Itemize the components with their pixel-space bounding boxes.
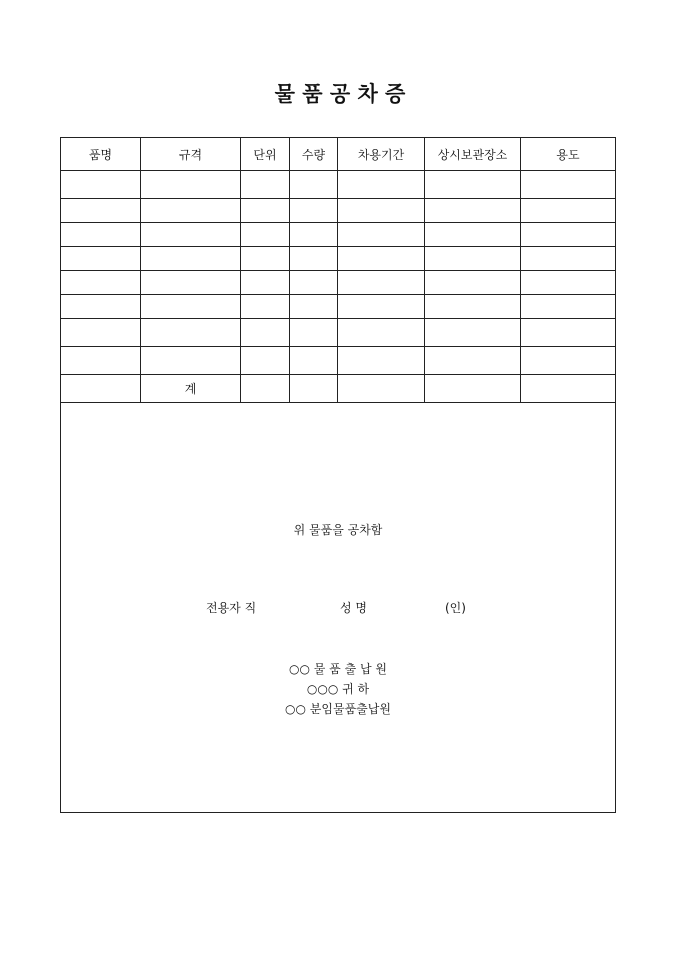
table-cell[interactable]	[521, 347, 616, 375]
loan-statement: 위 물품을 공차함	[293, 523, 383, 537]
table-row	[61, 319, 616, 347]
table-cell[interactable]	[141, 247, 241, 271]
table-cell[interactable]	[290, 319, 338, 347]
user-position-label: 전용자 직	[206, 601, 257, 615]
table-cell[interactable]	[241, 223, 290, 247]
table-cell[interactable]	[425, 247, 521, 271]
table-cell[interactable]	[425, 271, 521, 295]
table-cell[interactable]	[290, 295, 338, 319]
table-cell[interactable]	[61, 199, 141, 223]
seal-label: (인)	[445, 601, 466, 615]
table-cell[interactable]	[141, 171, 241, 199]
addressee-line: ○○○ 귀 하	[306, 682, 370, 696]
table-cell[interactable]	[521, 319, 616, 347]
header-purpose: 용도	[521, 138, 616, 171]
table-cell[interactable]	[141, 295, 241, 319]
table-cell[interactable]	[290, 271, 338, 295]
table-cell[interactable]	[290, 223, 338, 247]
table-cell[interactable]	[338, 199, 425, 223]
table-cell[interactable]	[521, 295, 616, 319]
table-cell[interactable]	[521, 247, 616, 271]
table-cell[interactable]	[61, 347, 141, 375]
table-cell[interactable]	[141, 347, 241, 375]
header-item-name: 품명	[61, 138, 141, 171]
table-cell[interactable]	[241, 347, 290, 375]
document-title: 물 품 공 차 증	[274, 81, 406, 106]
total-label: 계	[141, 375, 241, 403]
table-cell[interactable]	[338, 319, 425, 347]
table-cell[interactable]	[425, 171, 521, 199]
table-cell[interactable]	[338, 247, 425, 271]
header-quantity: 수량	[290, 138, 338, 171]
table-cell[interactable]	[141, 271, 241, 295]
table-cell[interactable]	[61, 295, 141, 319]
table-cell[interactable]	[425, 375, 521, 403]
table-cell[interactable]	[425, 319, 521, 347]
table-cell[interactable]	[61, 271, 141, 295]
header-unit: 단위	[241, 138, 290, 171]
table-cell[interactable]	[425, 295, 521, 319]
header-spec: 규격	[141, 138, 241, 171]
table-cell[interactable]	[290, 199, 338, 223]
table-cell[interactable]	[521, 171, 616, 199]
table-cell[interactable]	[290, 375, 338, 403]
table-cell[interactable]	[61, 223, 141, 247]
table-cell[interactable]	[425, 223, 521, 247]
table-cell[interactable]	[241, 295, 290, 319]
table-row	[61, 295, 616, 319]
table-cell[interactable]	[241, 271, 290, 295]
table-cell[interactable]	[425, 199, 521, 223]
table-row	[61, 171, 616, 199]
table-row	[61, 347, 616, 375]
table-cell[interactable]	[61, 171, 141, 199]
name-label: 성 명	[340, 601, 367, 615]
table-cell[interactable]	[141, 319, 241, 347]
table-cell[interactable]	[290, 247, 338, 271]
table-cell[interactable]	[338, 375, 425, 403]
header-storage-place: 상시보관장소	[425, 138, 521, 171]
table-row	[61, 199, 616, 223]
table-cell[interactable]	[338, 295, 425, 319]
table-cell[interactable]	[241, 319, 290, 347]
table-cell[interactable]	[338, 271, 425, 295]
table-header-row	[61, 138, 616, 171]
table-cell[interactable]	[141, 223, 241, 247]
table-cell[interactable]	[241, 171, 290, 199]
loan-items-table	[60, 137, 616, 403]
table-cell[interactable]	[61, 375, 141, 403]
table-cell[interactable]	[521, 199, 616, 223]
table-cell[interactable]	[290, 347, 338, 375]
header-loan-period: 차용기간	[338, 138, 425, 171]
table-row	[61, 271, 616, 295]
table-cell[interactable]	[521, 223, 616, 247]
table-cell[interactable]	[338, 171, 425, 199]
table-cell[interactable]	[61, 319, 141, 347]
declaration-box	[60, 403, 616, 813]
table-cell[interactable]	[61, 247, 141, 271]
addressee-line: ○○ 물 품 출 납 원	[289, 662, 387, 676]
table-row	[61, 247, 616, 271]
table-cell[interactable]	[141, 199, 241, 223]
table-cell[interactable]	[338, 347, 425, 375]
table-cell[interactable]	[241, 199, 290, 223]
table-cell[interactable]	[338, 223, 425, 247]
table-cell[interactable]	[521, 271, 616, 295]
table-cell[interactable]	[241, 247, 290, 271]
addressee-line: ○○ 분임물품출납원	[285, 702, 391, 716]
total-row	[61, 375, 616, 403]
table-cell[interactable]	[290, 171, 338, 199]
table-cell[interactable]	[521, 375, 616, 403]
table-cell[interactable]	[425, 347, 521, 375]
table-row	[61, 223, 616, 247]
table-cell[interactable]	[241, 375, 290, 403]
